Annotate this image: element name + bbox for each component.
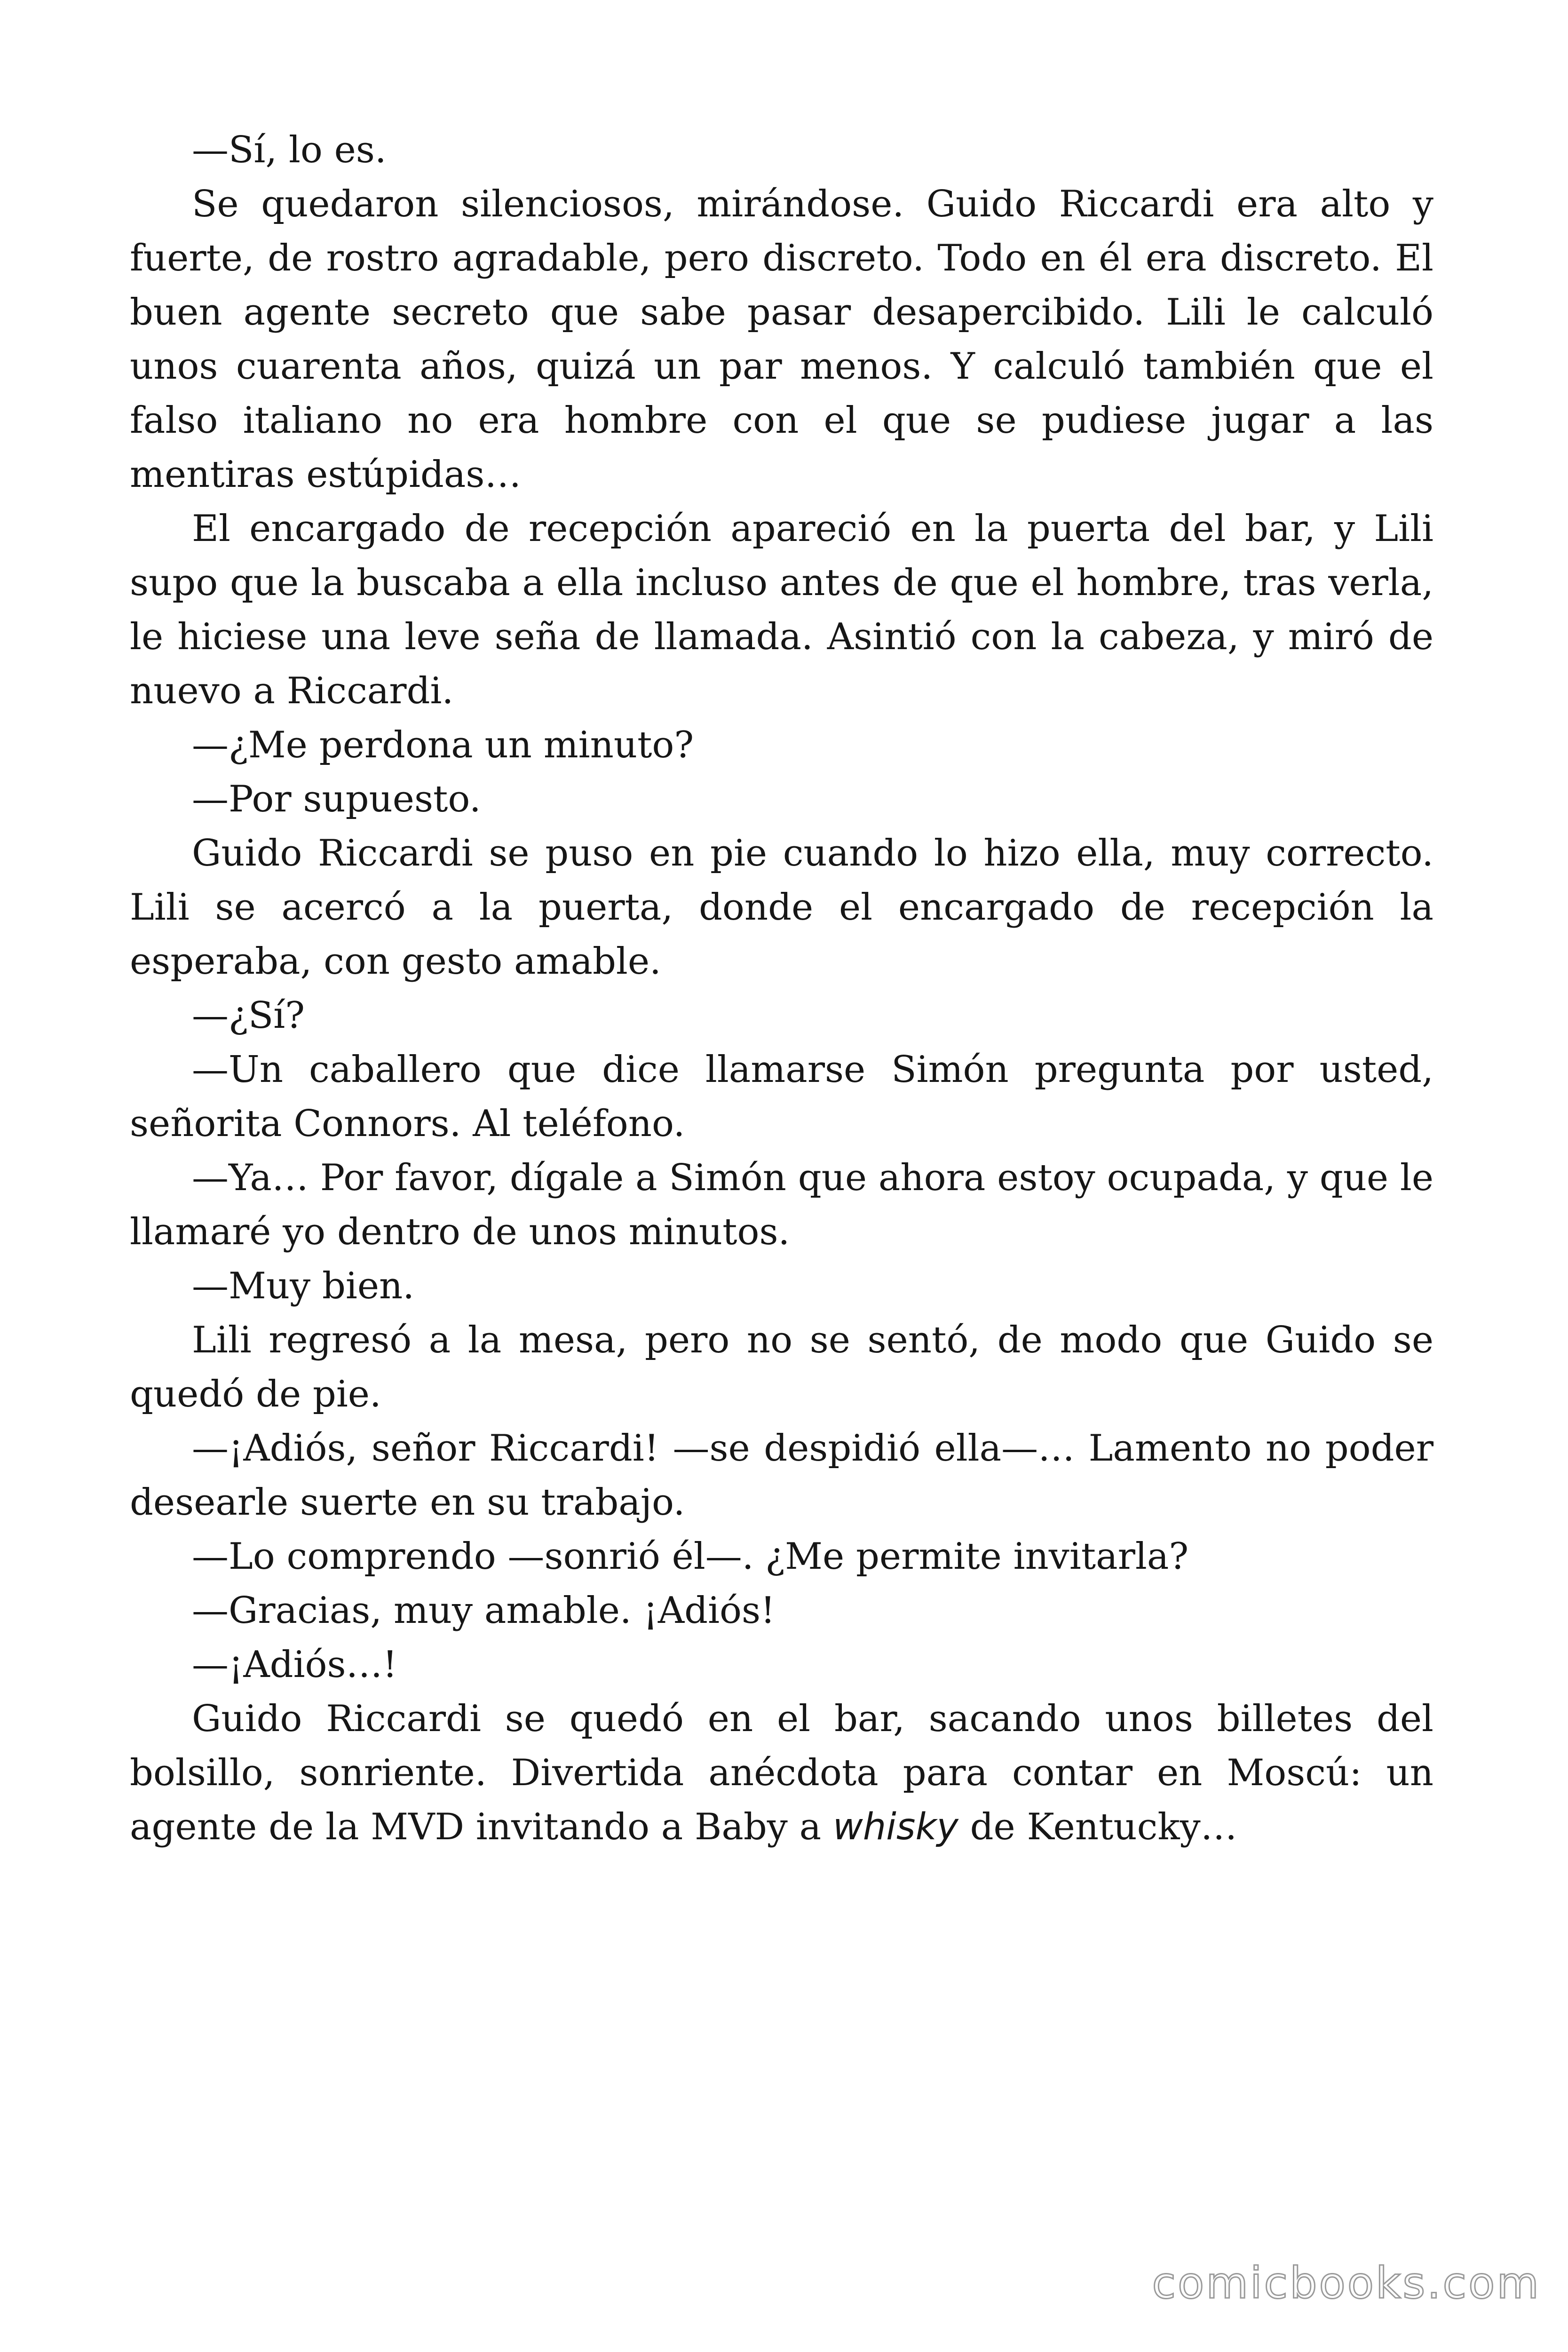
paragraph-9: —Ya… Por favor, dígale a Simón que ahora estoy ocupada, y que le llamaré yo dentro de unos minutos. [130,1157,1433,1253]
paragraph-11: Lili regresó a la mesa, pero no se sentó, de modo que Guido se quedó de pie. [130,1319,1433,1415]
paragraph-2: Se quedaron silenciosos, mirándose. Guido Riccardi era alto y fuerte, de rostro agradable, pero discreto. Todo en él era discreto. El buen agente secreto que sabe pasar desapercibido. Lili le calculó unos cuarenta años, quizá un par menos. Y calculó también que el falso italiano no era hombre con el que se pudiese jugar a las mentiras estúpidas… [130,183,1433,496]
paragraph-3: El encargado de recepción apareció en la puerta del bar, y Lili supo que la buscaba a ella incluso antes de que el hombre, tras verla, le hiciese una leve seña de llamada. Asintió con la cabeza, y miró de nuevo a Riccardi. [130,508,1433,712]
paragraph-14: —Gracias, muy amable. ¡Adiós! [192,1589,776,1632]
watermark-logo: comicbooks.com [1152,2258,1541,2308]
paragraph-4: —¿Me perdona un minuto? [192,724,694,766]
paragraph-1: —Sí, lo es. [192,129,387,171]
paragraph-16 [130,1692,1433,1854]
paragraph-7: —¿Sí? [192,994,305,1037]
emphasized-word: whisky [832,1806,958,1848]
paragraph-13: —Lo comprendo —sonrió él—. ¿Me permite invitarla? [192,1535,1189,1578]
paragraph-5: —Por supuesto. [192,778,481,820]
paragraph-16-end: de Kentucky… [958,1806,1237,1848]
paragraph-10: —Muy bien. [192,1265,415,1307]
paragraph-6: Guido Riccardi se puso en pie cuando lo hizo ella, muy correcto. Lili se acercó a la puerta, donde el encargado de recepción la esperaba, con gesto amable. [130,832,1433,983]
paragraph-8: —Un caballero que dice llamarse Simón pregunta por usted, señorita Connors. Al teléfono. [130,1049,1433,1145]
paragraph-12: —¡Adiós, señor Riccardi! —se despidió ella—… Lamento no poder desearle suerte en su trabajo. [130,1427,1433,1524]
paragraph-15: —¡Adiós…! [192,1644,397,1686]
body-text [130,123,1433,1854]
paragraph-16-start: Guido Riccardi se quedó en el bar, sacando unos billetes del bolsillo, sonriente. Divertida anécdota para contar en Moscú: un agente de la MVD invitando a Baby a [130,1698,1433,1848]
